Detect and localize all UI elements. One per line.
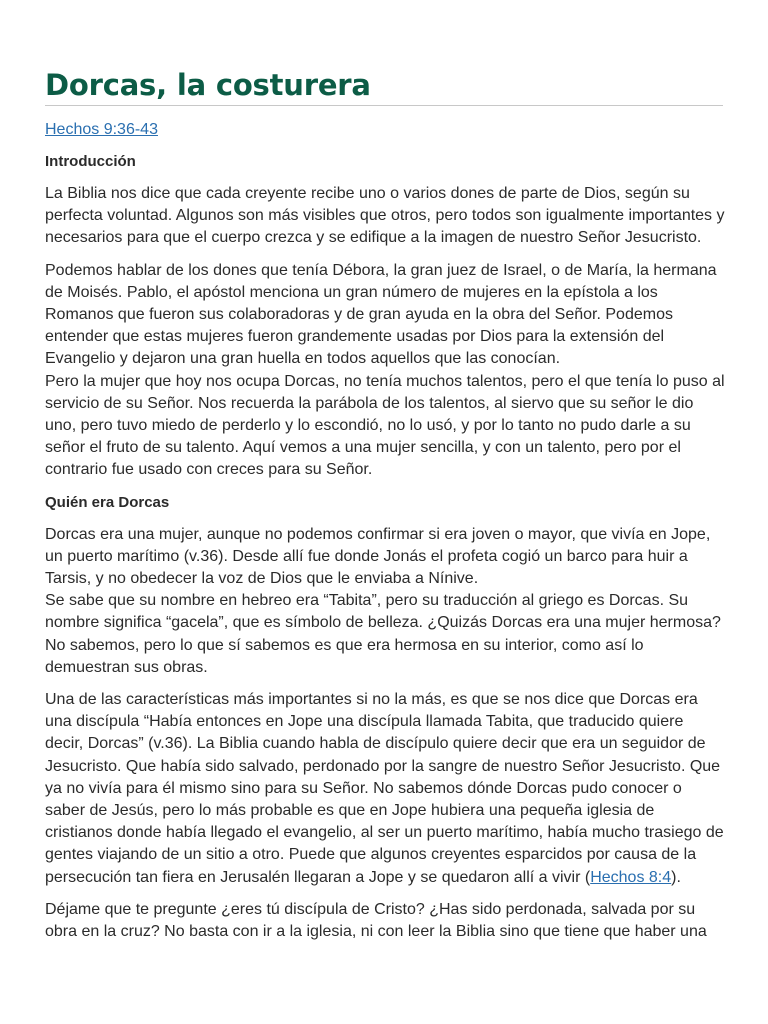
paragraph-quien-1: Dorcas era una mujer, aunque no podemos confirmar si era joven o mayor, que vivía en Jope, un puerto marítimo (v.36). Desde allí fue donde Jonás el profeta cogió un barco para huir a Tarsis, y no obedecer la voz de Dios que le enviaba a Nínive. Se sabe que su nombre en hebreo era “Tabita”, pero su traducción al griego es Dorcas. Su nombre significa “gacela”, que es símbolo de belleza. ¿Quizás Dorcas era una mujer hermosa? No sabemos, pero lo que sí sabemos es que era hermosa en su interior, como así lo demuestran sus obras. — [45, 525, 721, 676]
paragraph-text-before-link: Una de las características más importantes si no la más, es que se nos dice que Dorcas era una discípula “Había entonces en Jope una discípula llamada Tabita, que traducido quiere decir, Dorcas” (v.36). La Biblia cuando habla de discípulo quiere decir que era un seguidor de Jesucristo. Que había sido salvado, perdonado por la sangre de nuestro Señor Jesucristo. Que ya no vivía para él mismo sino para su Señor. No sabemos dónde Dorcas pudo conocer o saber de Jesús, pero lo más probable es que en Jope hubiera una pequeña iglesia de cristianos donde había llegado el evangelio, al ser un puerto marítimo, había mucho trasiego de gentes viajando de un sitio a otro. Puede que algunos creyentes esparcidos por causa de la persecución tan fiera en Jerusalén llegaran a Jope y se quedaron allí a vivir ( — [45, 691, 724, 886]
section-heading-introduccion: Introducción — [45, 153, 136, 170]
title-divider — [45, 105, 723, 106]
article — [45, 66, 725, 943]
paragraph-quien-2 — [45, 689, 725, 889]
paragraph-intro-2: Podemos hablar de los dones que tenía Débora, la gran juez de Israel, o de María, la hermana de Moisés. Pablo, el apóstol menciona un gran número de mujeres en la epístola a los Romanos que fueron sus colaboradoras y de gran ayuda en la obra del Señor. Podemos entender que estas mujeres fueron grandemente usadas por Dios para la extensión del Evangelio y dejaron una gran huella en todos aquellos que las conocían. Pero la mujer que hoy nos ocupa Dorcas, no tenía muchos talentos, pero el que tenía lo puso al servicio de su Señor. Nos recuerda la parábola de los talentos, al siervo que su señor le dio uno, pero tuvo miedo de perderlo y lo escondió, no lo usó, y por lo tanto no pudo darle a su señor el fruto de su talento. Aquí vemos a una mujer sencilla, y con un talento, pero por el contrario fue usado con creces para su Señor. — [45, 261, 725, 479]
section-heading-quien-era-dorcas: Quién era Dorcas — [45, 493, 170, 511]
paragraph-quien-3: Déjame que te pregunte ¿eres tú discípula de Cristo? ¿Has sido perdonada, salvada por su obra en la cruz? No basta con ir a la iglesia, ni con leer la Biblia sino que tiene que haber una — [45, 900, 707, 941]
paragraph-intro-1: La Biblia nos dice que cada creyente recibe uno o varios dones de parte de Dios, según su perfecta voluntad. Algunos son más visibles que otros, pero todos son igualmente importantes y necesarios para que el cuerpo crezca y se edifique a la imagen de nuestro Señor Jesucristo. — [45, 185, 725, 247]
hechos-8-4-link[interactable]: Hechos 8:4 — [590, 868, 672, 886]
article-title: Dorcas, la costurera — [45, 68, 371, 102]
paragraph-text-after-link: ). — [671, 868, 681, 886]
bible-reference-link[interactable]: Hechos 9:36-43 — [45, 121, 158, 138]
